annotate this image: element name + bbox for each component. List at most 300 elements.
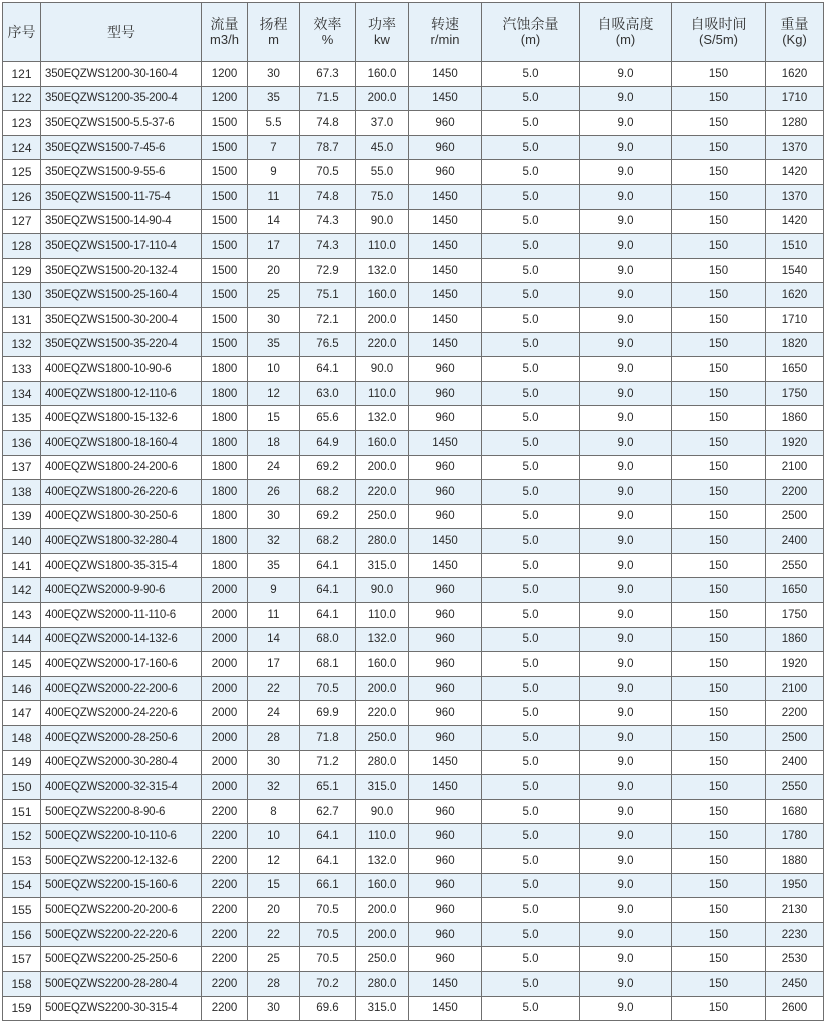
cell-npsh: 5.0 — [482, 258, 580, 283]
cell-speed: 960 — [409, 799, 482, 824]
cell-efficiency: 74.3 — [300, 209, 356, 234]
cell-efficiency: 69.2 — [300, 504, 356, 529]
cell-suction-time: 150 — [672, 160, 766, 185]
cell-efficiency: 62.7 — [300, 799, 356, 824]
cell-weight: 1620 — [766, 62, 824, 87]
cell-power: 132.0 — [356, 849, 409, 874]
cell-model: 350EQZWS1200-35-200-4 — [41, 86, 202, 111]
cell-model: 400EQZWS2000-9-90-6 — [41, 578, 202, 603]
cell-power: 315.0 — [356, 775, 409, 800]
cell-power: 90.0 — [356, 209, 409, 234]
cell-suction-time: 150 — [672, 529, 766, 554]
cell-speed: 960 — [409, 824, 482, 849]
cell-flow: 2000 — [202, 603, 248, 628]
cell-power: 160.0 — [356, 873, 409, 898]
cell-flow: 1500 — [202, 135, 248, 160]
cell-flow: 2000 — [202, 652, 248, 677]
cell-weight: 1920 — [766, 430, 824, 455]
cell-weight: 1860 — [766, 627, 824, 652]
cell-suction-time: 150 — [672, 258, 766, 283]
cell-power: 200.0 — [356, 307, 409, 332]
cell-power: 220.0 — [356, 332, 409, 357]
cell-speed: 960 — [409, 357, 482, 382]
cell-suction-time: 150 — [672, 922, 766, 947]
cell-model: 500EQZWS2200-22-220-6 — [41, 922, 202, 947]
cell-suction-height: 9.0 — [580, 726, 672, 751]
cell-flow: 1800 — [202, 455, 248, 480]
cell-flow: 1800 — [202, 357, 248, 382]
cell-no: 127 — [3, 209, 41, 234]
cell-suction-time: 150 — [672, 799, 766, 824]
cell-efficiency: 78.7 — [300, 135, 356, 160]
cell-efficiency: 65.1 — [300, 775, 356, 800]
cell-head: 14 — [248, 627, 300, 652]
cell-npsh: 5.0 — [482, 726, 580, 751]
table-row — [3, 799, 824, 824]
table-row — [3, 480, 824, 505]
cell-efficiency: 69.9 — [300, 701, 356, 726]
cell-suction-height: 9.0 — [580, 627, 672, 652]
cell-npsh: 5.0 — [482, 234, 580, 259]
cell-no: 123 — [3, 111, 41, 136]
cell-npsh: 5.0 — [482, 406, 580, 431]
cell-power: 110.0 — [356, 824, 409, 849]
cell-efficiency: 64.1 — [300, 824, 356, 849]
cell-speed: 1450 — [409, 332, 482, 357]
cell-weight: 2500 — [766, 726, 824, 751]
cell-flow: 2000 — [202, 578, 248, 603]
cell-model: 500EQZWS2200-25-250-6 — [41, 947, 202, 972]
cell-model: 400EQZWS1800-15-132-6 — [41, 406, 202, 431]
cell-flow: 1500 — [202, 184, 248, 209]
cell-suction-height: 9.0 — [580, 701, 672, 726]
cell-weight: 1620 — [766, 283, 824, 308]
table-row — [3, 357, 824, 382]
cell-suction-time: 150 — [672, 307, 766, 332]
cell-model: 400EQZWS1800-35-315-4 — [41, 553, 202, 578]
table-row — [3, 62, 824, 87]
table-row — [3, 849, 824, 874]
cell-head: 15 — [248, 873, 300, 898]
cell-npsh: 5.0 — [482, 357, 580, 382]
cell-efficiency: 70.5 — [300, 947, 356, 972]
cell-suction-time: 150 — [672, 652, 766, 677]
cell-efficiency: 70.5 — [300, 160, 356, 185]
table-row — [3, 873, 824, 898]
cell-weight: 1750 — [766, 603, 824, 628]
cell-model: 350EQZWS1500-35-220-4 — [41, 332, 202, 357]
cell-flow: 2200 — [202, 947, 248, 972]
cell-efficiency: 74.8 — [300, 184, 356, 209]
cell-npsh: 5.0 — [482, 824, 580, 849]
header-weight: 重量 (Kg) — [766, 3, 824, 62]
cell-speed: 1450 — [409, 996, 482, 1021]
cell-speed: 960 — [409, 676, 482, 701]
cell-npsh: 5.0 — [482, 873, 580, 898]
cell-speed: 1450 — [409, 283, 482, 308]
cell-power: 110.0 — [356, 234, 409, 259]
cell-suction-height: 9.0 — [580, 307, 672, 332]
cell-head: 26 — [248, 480, 300, 505]
cell-suction-time: 150 — [672, 750, 766, 775]
cell-model: 500EQZWS2200-15-160-6 — [41, 873, 202, 898]
cell-flow: 1800 — [202, 381, 248, 406]
cell-head: 11 — [248, 603, 300, 628]
cell-power: 90.0 — [356, 799, 409, 824]
cell-head: 11 — [248, 184, 300, 209]
cell-flow: 1800 — [202, 504, 248, 529]
cell-flow: 1200 — [202, 62, 248, 87]
cell-efficiency: 68.1 — [300, 652, 356, 677]
cell-model: 400EQZWS1800-18-160-4 — [41, 430, 202, 455]
cell-model: 400EQZWS2000-11-110-6 — [41, 603, 202, 628]
cell-flow: 1800 — [202, 406, 248, 431]
cell-no: 138 — [3, 480, 41, 505]
cell-npsh: 5.0 — [482, 627, 580, 652]
cell-flow: 1800 — [202, 430, 248, 455]
cell-suction-height: 9.0 — [580, 529, 672, 554]
cell-power: 90.0 — [356, 578, 409, 603]
cell-suction-time: 150 — [672, 676, 766, 701]
cell-head: 10 — [248, 824, 300, 849]
cell-flow: 1800 — [202, 553, 248, 578]
cell-weight: 1920 — [766, 652, 824, 677]
cell-power: 160.0 — [356, 283, 409, 308]
cell-head: 20 — [248, 258, 300, 283]
cell-head: 35 — [248, 553, 300, 578]
cell-weight: 1750 — [766, 381, 824, 406]
cell-power: 280.0 — [356, 971, 409, 996]
cell-head: 35 — [248, 86, 300, 111]
cell-weight: 2200 — [766, 701, 824, 726]
cell-power: 55.0 — [356, 160, 409, 185]
cell-speed: 1450 — [409, 307, 482, 332]
cell-suction-time: 150 — [672, 898, 766, 923]
cell-suction-time: 150 — [672, 996, 766, 1021]
table-body — [3, 62, 824, 1021]
cell-suction-time: 150 — [672, 775, 766, 800]
cell-head: 18 — [248, 430, 300, 455]
cell-head: 15 — [248, 406, 300, 431]
cell-npsh: 5.0 — [482, 86, 580, 111]
cell-suction-time: 150 — [672, 480, 766, 505]
cell-weight: 2550 — [766, 553, 824, 578]
table-row — [3, 996, 824, 1021]
cell-no: 148 — [3, 726, 41, 751]
cell-npsh: 5.0 — [482, 184, 580, 209]
table-row — [3, 971, 824, 996]
cell-suction-time: 150 — [672, 947, 766, 972]
cell-model: 350EQZWS1500-5.5-37-6 — [41, 111, 202, 136]
cell-efficiency: 70.2 — [300, 971, 356, 996]
cell-power: 315.0 — [356, 996, 409, 1021]
cell-power: 200.0 — [356, 455, 409, 480]
cell-npsh: 5.0 — [482, 283, 580, 308]
cell-speed: 960 — [409, 873, 482, 898]
cell-flow: 2000 — [202, 701, 248, 726]
cell-suction-time: 150 — [672, 873, 766, 898]
cell-npsh: 5.0 — [482, 750, 580, 775]
cell-weight: 1650 — [766, 578, 824, 603]
cell-npsh: 5.0 — [482, 603, 580, 628]
table-row — [3, 553, 824, 578]
cell-head: 7 — [248, 135, 300, 160]
cell-power: 250.0 — [356, 947, 409, 972]
cell-power: 250.0 — [356, 726, 409, 751]
table-row — [3, 111, 824, 136]
cell-flow: 1200 — [202, 86, 248, 111]
cell-power: 110.0 — [356, 381, 409, 406]
header-row — [3, 3, 824, 62]
cell-no: 130 — [3, 283, 41, 308]
cell-model: 500EQZWS2200-12-132-6 — [41, 849, 202, 874]
cell-flow: 1500 — [202, 234, 248, 259]
cell-weight: 2500 — [766, 504, 824, 529]
cell-speed: 1450 — [409, 430, 482, 455]
table-row — [3, 824, 824, 849]
cell-power: 90.0 — [356, 357, 409, 382]
cell-efficiency: 64.9 — [300, 430, 356, 455]
cell-power: 220.0 — [356, 480, 409, 505]
table-row — [3, 258, 824, 283]
cell-suction-time: 150 — [672, 234, 766, 259]
cell-head: 24 — [248, 701, 300, 726]
cell-head: 30 — [248, 307, 300, 332]
cell-efficiency: 64.1 — [300, 849, 356, 874]
cell-weight: 1370 — [766, 184, 824, 209]
cell-no: 139 — [3, 504, 41, 529]
cell-npsh: 5.0 — [482, 922, 580, 947]
cell-flow: 2000 — [202, 627, 248, 652]
header-npsh: 汽蚀余量 (m) — [482, 3, 580, 62]
cell-suction-height: 9.0 — [580, 898, 672, 923]
cell-weight: 1650 — [766, 357, 824, 382]
cell-weight: 1860 — [766, 406, 824, 431]
cell-head: 17 — [248, 652, 300, 677]
cell-flow: 1500 — [202, 258, 248, 283]
cell-npsh: 5.0 — [482, 947, 580, 972]
cell-speed: 960 — [409, 701, 482, 726]
table-row — [3, 332, 824, 357]
cell-power: 37.0 — [356, 111, 409, 136]
cell-suction-time: 150 — [672, 357, 766, 382]
cell-speed: 960 — [409, 603, 482, 628]
cell-weight: 1420 — [766, 160, 824, 185]
cell-weight: 2400 — [766, 750, 824, 775]
cell-head: 30 — [248, 996, 300, 1021]
header-speed: 转速 r/min — [409, 3, 482, 62]
cell-head: 20 — [248, 898, 300, 923]
cell-npsh: 5.0 — [482, 578, 580, 603]
cell-suction-time: 150 — [672, 381, 766, 406]
cell-weight: 2230 — [766, 922, 824, 947]
cell-suction-height: 9.0 — [580, 209, 672, 234]
header-head: 扬程 m — [248, 3, 300, 62]
cell-power: 200.0 — [356, 898, 409, 923]
cell-model: 400EQZWS1800-30-250-6 — [41, 504, 202, 529]
cell-power: 315.0 — [356, 553, 409, 578]
cell-efficiency: 72.9 — [300, 258, 356, 283]
cell-no: 136 — [3, 430, 41, 455]
cell-flow: 1500 — [202, 111, 248, 136]
cell-weight: 1880 — [766, 849, 824, 874]
cell-head: 22 — [248, 922, 300, 947]
cell-suction-height: 9.0 — [580, 332, 672, 357]
cell-head: 5.5 — [248, 111, 300, 136]
cell-no: 131 — [3, 307, 41, 332]
cell-suction-height: 9.0 — [580, 357, 672, 382]
cell-npsh: 5.0 — [482, 455, 580, 480]
cell-suction-height: 9.0 — [580, 283, 672, 308]
cell-npsh: 5.0 — [482, 529, 580, 554]
cell-head: 8 — [248, 799, 300, 824]
cell-model: 400EQZWS1800-10-90-6 — [41, 357, 202, 382]
cell-suction-height: 9.0 — [580, 849, 672, 874]
cell-speed: 960 — [409, 135, 482, 160]
table-row — [3, 652, 824, 677]
cell-flow: 2200 — [202, 971, 248, 996]
cell-suction-height: 9.0 — [580, 381, 672, 406]
cell-suction-time: 150 — [672, 701, 766, 726]
cell-suction-height: 9.0 — [580, 676, 672, 701]
header-suction-time: 自吸时间 (S/5m) — [672, 3, 766, 62]
table-row — [3, 160, 824, 185]
table-row — [3, 676, 824, 701]
cell-weight: 2530 — [766, 947, 824, 972]
header-power: 功率 kw — [356, 3, 409, 62]
table-row — [3, 775, 824, 800]
cell-suction-height: 9.0 — [580, 504, 672, 529]
table-row — [3, 135, 824, 160]
cell-model: 500EQZWS2200-20-200-6 — [41, 898, 202, 923]
cell-efficiency: 66.1 — [300, 873, 356, 898]
cell-weight: 1680 — [766, 799, 824, 824]
cell-head: 28 — [248, 971, 300, 996]
cell-power: 132.0 — [356, 258, 409, 283]
cell-flow: 2000 — [202, 775, 248, 800]
cell-weight: 2450 — [766, 971, 824, 996]
cell-speed: 960 — [409, 627, 482, 652]
cell-efficiency: 71.2 — [300, 750, 356, 775]
cell-efficiency: 64.1 — [300, 603, 356, 628]
header-no: 序号 — [3, 3, 41, 62]
cell-speed: 1450 — [409, 258, 482, 283]
cell-efficiency: 68.2 — [300, 480, 356, 505]
cell-npsh: 5.0 — [482, 62, 580, 87]
cell-weight: 2130 — [766, 898, 824, 923]
cell-npsh: 5.0 — [482, 430, 580, 455]
cell-power: 200.0 — [356, 922, 409, 947]
cell-efficiency: 64.1 — [300, 553, 356, 578]
cell-flow: 2200 — [202, 922, 248, 947]
cell-no: 126 — [3, 184, 41, 209]
cell-flow: 2000 — [202, 726, 248, 751]
cell-speed: 1450 — [409, 209, 482, 234]
cell-head: 25 — [248, 283, 300, 308]
cell-suction-time: 150 — [672, 824, 766, 849]
cell-model: 350EQZWS1500-20-132-4 — [41, 258, 202, 283]
cell-suction-height: 9.0 — [580, 873, 672, 898]
cell-speed: 960 — [409, 381, 482, 406]
cell-no: 145 — [3, 652, 41, 677]
header-model: 型号 — [41, 3, 202, 62]
table-row — [3, 307, 824, 332]
cell-head: 14 — [248, 209, 300, 234]
cell-no: 155 — [3, 898, 41, 923]
table-row — [3, 701, 824, 726]
cell-efficiency: 68.0 — [300, 627, 356, 652]
cell-no: 129 — [3, 258, 41, 283]
cell-npsh: 5.0 — [482, 135, 580, 160]
cell-no: 156 — [3, 922, 41, 947]
cell-no: 143 — [3, 603, 41, 628]
cell-model: 400EQZWS1800-26-220-6 — [41, 480, 202, 505]
cell-speed: 960 — [409, 726, 482, 751]
cell-suction-time: 150 — [672, 209, 766, 234]
cell-efficiency: 64.1 — [300, 578, 356, 603]
cell-no: 146 — [3, 676, 41, 701]
cell-power: 280.0 — [356, 750, 409, 775]
cell-npsh: 5.0 — [482, 307, 580, 332]
cell-no: 124 — [3, 135, 41, 160]
cell-power: 132.0 — [356, 627, 409, 652]
cell-speed: 960 — [409, 406, 482, 431]
cell-no: 135 — [3, 406, 41, 431]
cell-npsh: 5.0 — [482, 849, 580, 874]
cell-flow: 2200 — [202, 873, 248, 898]
cell-suction-height: 9.0 — [580, 184, 672, 209]
cell-speed: 1450 — [409, 553, 482, 578]
table-row — [3, 283, 824, 308]
cell-head: 24 — [248, 455, 300, 480]
cell-npsh: 5.0 — [482, 775, 580, 800]
cell-power: 45.0 — [356, 135, 409, 160]
cell-npsh: 5.0 — [482, 209, 580, 234]
cell-efficiency: 69.6 — [300, 996, 356, 1021]
cell-speed: 960 — [409, 652, 482, 677]
table-row — [3, 455, 824, 480]
table-row — [3, 750, 824, 775]
cell-efficiency: 74.3 — [300, 234, 356, 259]
cell-speed: 1450 — [409, 86, 482, 111]
cell-weight: 2600 — [766, 996, 824, 1021]
cell-suction-time: 150 — [672, 849, 766, 874]
cell-model: 400EQZWS2000-17-160-6 — [41, 652, 202, 677]
cell-flow: 2200 — [202, 849, 248, 874]
cell-power: 160.0 — [356, 652, 409, 677]
cell-suction-time: 150 — [672, 603, 766, 628]
cell-suction-time: 150 — [672, 504, 766, 529]
cell-model: 400EQZWS1800-32-280-4 — [41, 529, 202, 554]
cell-npsh: 5.0 — [482, 111, 580, 136]
cell-speed: 1450 — [409, 971, 482, 996]
cell-no: 132 — [3, 332, 41, 357]
cell-no: 140 — [3, 529, 41, 554]
table-row — [3, 726, 824, 751]
cell-speed: 960 — [409, 849, 482, 874]
cell-model: 400EQZWS2000-24-220-6 — [41, 701, 202, 726]
table-row — [3, 947, 824, 972]
cell-weight: 2550 — [766, 775, 824, 800]
cell-power: 110.0 — [356, 603, 409, 628]
cell-suction-height: 9.0 — [580, 86, 672, 111]
cell-head: 32 — [248, 775, 300, 800]
cell-power: 200.0 — [356, 86, 409, 111]
cell-efficiency: 68.2 — [300, 529, 356, 554]
cell-power: 250.0 — [356, 504, 409, 529]
cell-model: 350EQZWS1500-14-90-4 — [41, 209, 202, 234]
cell-no: 153 — [3, 849, 41, 874]
